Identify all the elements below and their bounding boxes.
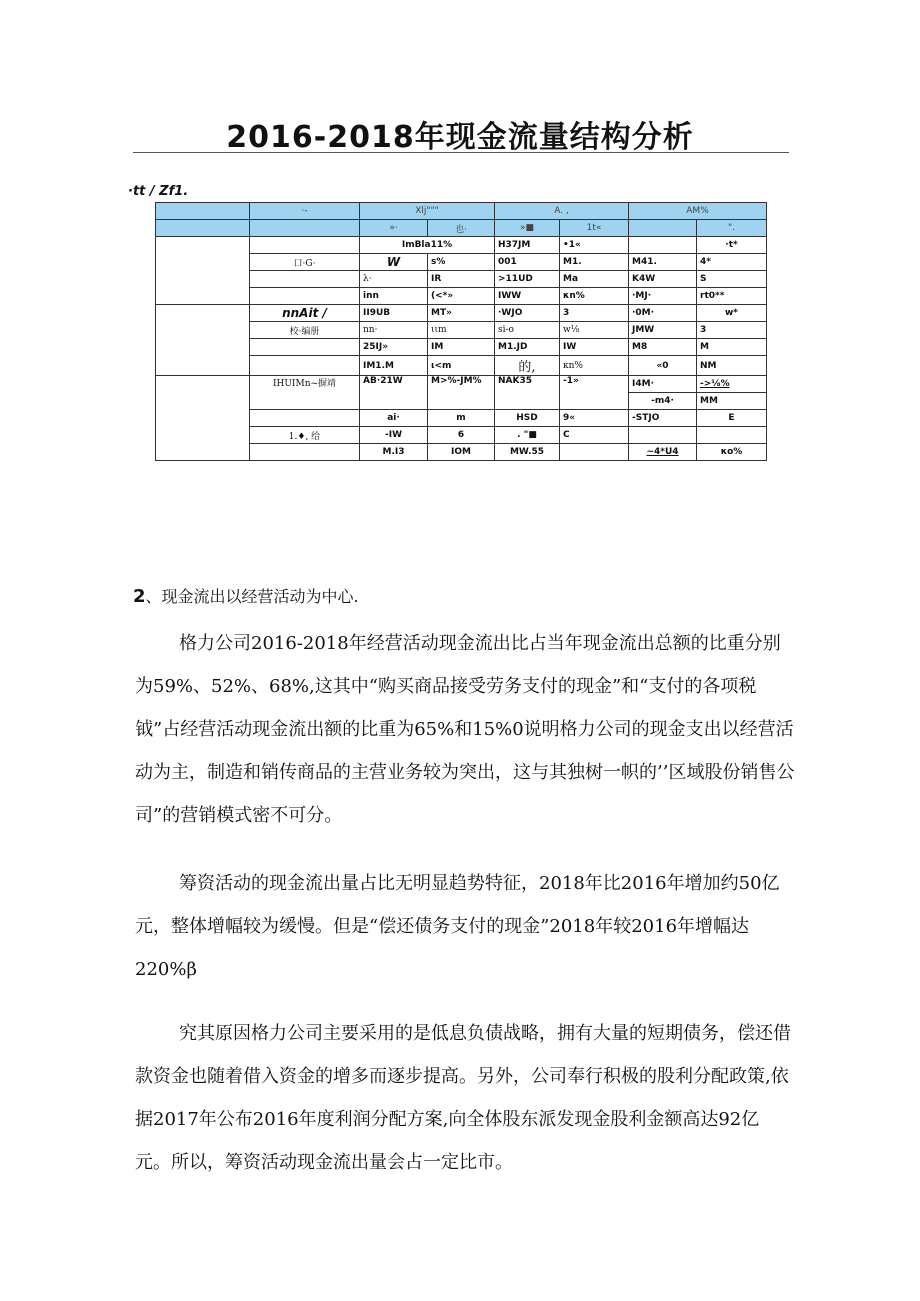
table-cell xyxy=(250,444,360,461)
table-cell: ·MJ· xyxy=(629,288,697,305)
table-cell: M1. xyxy=(560,254,629,271)
table-subheader-row xyxy=(156,220,767,237)
header-cell: ". xyxy=(697,220,767,237)
header-cell: AM% xyxy=(629,203,767,220)
table-cell: . "■ xyxy=(495,427,560,444)
table-cell: K4W xyxy=(629,271,697,288)
table-cell: IM1.M xyxy=(360,356,428,376)
table-cell: C xyxy=(560,427,629,444)
page-title: 2016-2018年现金流量结构分析 xyxy=(226,120,694,155)
section-heading-text: 、现金流出以经营活动为中心. xyxy=(145,587,359,606)
table-cell: -IW xyxy=(360,427,428,444)
paragraph-text: 究其原因格力公司主要采用的是低息负债战略，拥有大量的短期债务，偿还借款资金也随着借入资金的增多而逐步提高。另外，公司奉行积极的股利分配政策,依据2017年公布2016年度利润分配方案,向全体股东派发现金股利金额高达92亿元。所以，筹资活动现金流出量会占一定比市。 xyxy=(135,1023,791,1173)
table-cell: MM xyxy=(697,393,767,410)
table-cell: NAK35 xyxy=(495,376,560,410)
table-cell: 1.♦, 给 xyxy=(250,427,360,444)
table-cell: si-o xyxy=(495,322,560,339)
table-cell: -1» xyxy=(560,376,629,410)
table-cell: M41. xyxy=(629,254,697,271)
table-cell xyxy=(697,427,767,444)
table-cell xyxy=(629,427,697,444)
row-group-label xyxy=(156,305,250,376)
table-cell: M xyxy=(697,339,767,356)
paragraph-text: 格力公司2016-2018年经营活动现金流出比占当年现金流出总额的比重分别为59%、52%、68%,这其中“购买商品接受劳务支付的现金”和“支付的各项税钺”占经营活动现金流出额的比重为65%和15%0说明格力公司的现金支出以经营活动为主，制造和销传商品的主营业务较为突出，这与其独树一帜的’’区域股份销售公司”的营销模式密不可分。 xyxy=(135,633,795,826)
table-cell: ·t* xyxy=(697,237,767,254)
table-cell: I4M· xyxy=(629,376,697,393)
table-cell: MW.55 xyxy=(495,444,560,461)
table-cell: ai· xyxy=(360,410,428,427)
header-cell: 1t« xyxy=(560,220,629,237)
table-cell xyxy=(629,237,697,254)
table-row xyxy=(156,237,767,254)
table-cell: w⅛ xyxy=(560,322,629,339)
table-cell: M>%-JM% xyxy=(428,376,495,410)
table-cell: 3 xyxy=(560,305,629,322)
table-cell: •1« xyxy=(560,237,629,254)
header-cell: 也· xyxy=(428,220,495,237)
table-cell: 9« xyxy=(560,410,629,427)
table-cell xyxy=(250,288,360,305)
table-cell: M8 xyxy=(629,339,697,356)
table-cell xyxy=(250,410,360,427)
table-cell: λ· xyxy=(360,271,428,288)
table-cell: ι<m xyxy=(428,356,495,376)
table-cell: IR xyxy=(428,271,495,288)
table-row xyxy=(156,376,767,393)
table-cell: rt0** xyxy=(697,288,767,305)
header-cell: ·- xyxy=(250,203,360,220)
table-cell: ·0M· xyxy=(629,305,697,322)
table-cell: M1.JD xyxy=(495,339,560,356)
table-cell: 25IJ» xyxy=(360,339,428,356)
header-cell: A. , xyxy=(495,203,629,220)
table-cell: IW xyxy=(560,339,629,356)
table-cell: s% xyxy=(428,254,495,271)
table-cell: 的, xyxy=(495,356,560,376)
body-paragraph xyxy=(135,1012,795,1184)
table-cell: 3 xyxy=(697,322,767,339)
table-cell: ~4*U4 xyxy=(629,444,697,461)
table-cell: w* xyxy=(697,305,767,322)
table-cell: E xyxy=(697,410,767,427)
table-cell: IOM xyxy=(428,444,495,461)
table-cell xyxy=(560,444,629,461)
header-cell xyxy=(250,220,360,237)
table-cell: «0 xyxy=(629,356,697,376)
paragraph-text: 筹资活动的现金流出量占比无明显趋势特征，2018年比2016年增加约50亿元，整体增幅较为缓慢。但是“偿还债务支付的现金”2018年较2016年增幅达220%β xyxy=(135,873,780,980)
row-group-label xyxy=(156,237,250,305)
section-number: 2 xyxy=(133,586,146,607)
table-cell xyxy=(250,237,360,254)
table-cell: S xyxy=(697,271,767,288)
table-cell: ·WJO xyxy=(495,305,560,322)
header-cell: »· xyxy=(360,220,428,237)
title-divider xyxy=(133,152,789,153)
table-cell: IHUIMn~摒靖 xyxy=(250,376,360,410)
table-cell xyxy=(250,356,360,376)
table-cell: ιιm xyxy=(428,322,495,339)
table-cell xyxy=(250,271,360,288)
header-cell xyxy=(629,220,697,237)
table-cell: 校·编册 xyxy=(250,322,360,339)
table-cell: HSD xyxy=(495,410,560,427)
table-cell: IM xyxy=(428,339,495,356)
header-cell: »■ xyxy=(495,220,560,237)
body-paragraph xyxy=(135,622,795,837)
table-cell: κo% xyxy=(697,444,767,461)
table-cell: 001 xyxy=(495,254,560,271)
table-cell: 口·G· xyxy=(250,254,360,271)
header-cell xyxy=(156,203,250,220)
table-cell: inn xyxy=(360,288,428,305)
table-cell xyxy=(250,339,360,356)
table-cell: ->⅛% xyxy=(697,376,767,393)
table-cell: AB·21W xyxy=(360,376,428,410)
table-cell: κn% xyxy=(560,288,629,305)
table-cell: H37JM xyxy=(495,237,560,254)
header-cell xyxy=(156,220,250,237)
table-cell: W xyxy=(360,254,428,271)
table-cell: Ma xyxy=(560,271,629,288)
table-header-row xyxy=(156,203,767,220)
table-cell: (<*» xyxy=(428,288,495,305)
table-cell: II9UB xyxy=(360,305,428,322)
section-heading xyxy=(133,584,359,607)
table-cell: MT» xyxy=(428,305,495,322)
table-cell: JMW xyxy=(629,322,697,339)
header-cell: Xlj""" xyxy=(360,203,495,220)
table-row xyxy=(156,305,767,322)
table-cell: IWW xyxy=(495,288,560,305)
table-cell: 6 xyxy=(428,427,495,444)
table-cell: >11UD xyxy=(495,271,560,288)
table-cell: κn% xyxy=(560,356,629,376)
cash-flow-table xyxy=(155,202,767,461)
table-caption: ·tt / Zf1. xyxy=(128,184,189,199)
row-group-label xyxy=(156,376,250,461)
body-paragraph xyxy=(135,862,795,991)
table-cell: 4* xyxy=(697,254,767,271)
table-cell: -STJO xyxy=(629,410,697,427)
table-cell: ImBla11% xyxy=(360,237,495,254)
table-cell: nnAit / xyxy=(250,305,360,322)
table-cell: nn· xyxy=(360,322,428,339)
table-cell: m xyxy=(428,410,495,427)
table-cell: -m4· xyxy=(629,393,697,410)
table-cell: NM xyxy=(697,356,767,376)
table-cell: M.I3 xyxy=(360,444,428,461)
